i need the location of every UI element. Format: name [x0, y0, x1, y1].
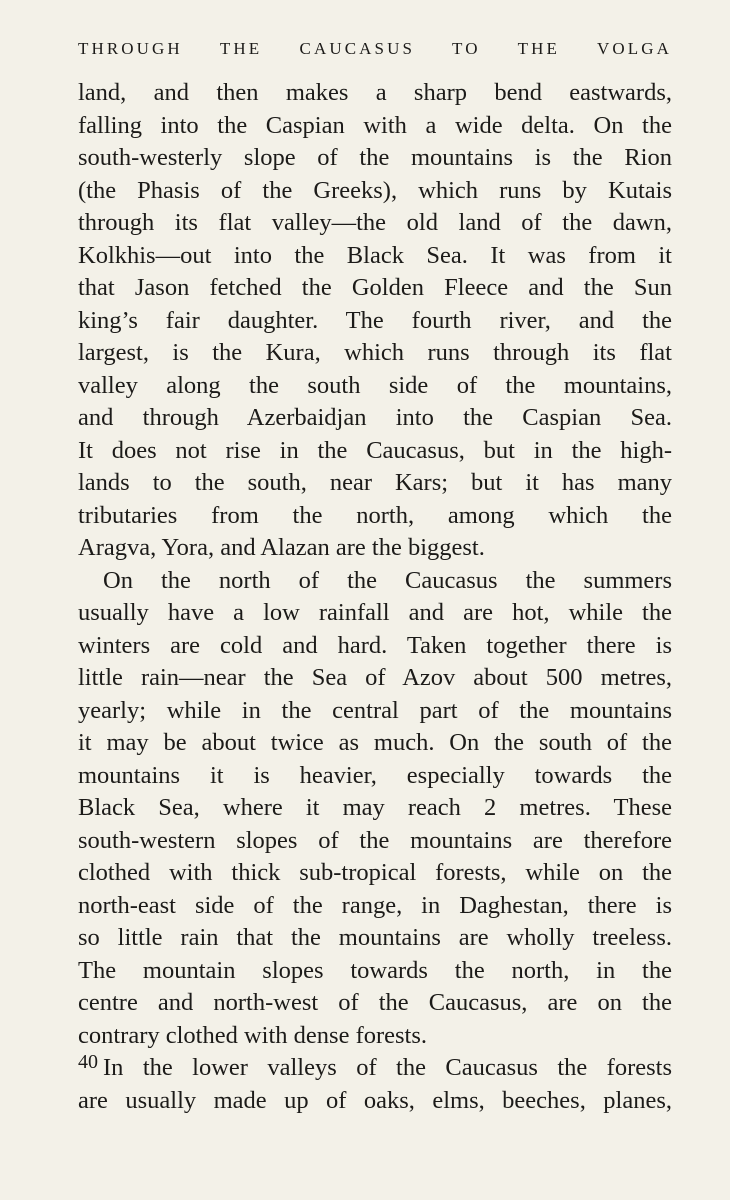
text-line: Black Sea, where it may reach 2 metres. These: [78, 794, 672, 821]
text-line: mountains it is heavier, especially towards the: [78, 761, 672, 789]
text-line: tributaries from the north, among which the: [78, 501, 672, 529]
text-line: south-westerly slope of the mountains is the Rion: [78, 144, 672, 171]
text-line: usually have a low rainfall and are hot, while the: [78, 599, 672, 626]
text-line: In the lower valleys of the Caucasus the forests: [103, 1054, 672, 1081]
text-line: that Jason fetched the Golden Fleece and the Sun: [78, 274, 672, 301]
body-text: [78, 77, 672, 1117]
text-line: On the north of the Caucasus the summers: [103, 566, 672, 594]
text-line: king’s fair daughter. The fourth river, and the: [78, 306, 672, 334]
text-line: falling into the Caspian with a wide delta. On the: [78, 111, 672, 139]
text-line: Kolkhis—out into the Black Sea. It was from it: [78, 241, 672, 269]
text-line: little rain—near the Sea of Azov about 500 metres,: [78, 664, 672, 691]
text-line: (the Phasis of the Greeks), which runs by Kutais: [78, 176, 672, 204]
text-line: yearly; while in the central part of the mountains: [78, 696, 672, 724]
text-line: south-western slopes of the mountains are therefore: [78, 826, 672, 854]
text-line: and through Azerbaidjan into the Caspian Sea.: [78, 404, 672, 431]
text-line: The mountain slopes towards the north, in the: [78, 956, 672, 984]
text-line: valley along the south side of the mountains,: [78, 371, 672, 399]
page-number: 40: [78, 1051, 98, 1073]
text-line: centre and north-west of the Caucasus, are on the: [78, 989, 672, 1016]
text-line: clothed with thick sub-tropical forests, while on the: [78, 859, 672, 886]
text-line: Aragva, Yora, and Alazan are the biggest.: [78, 534, 485, 561]
text-line: it may be about twice as much. On the south of the: [78, 729, 672, 756]
text-line: land, and then makes a sharp bend eastwards,: [78, 79, 672, 106]
text-line: are usually made up of oaks, elms, beeches, planes,: [78, 1086, 672, 1114]
text-line: winters are cold and hard. Taken together there is: [78, 631, 672, 659]
text-line: lands to the south, near Kars; but it has many: [78, 469, 672, 496]
text-line: contrary clothed with dense forests.: [78, 1021, 428, 1049]
text-line: through its flat valley—the old land of the dawn,: [78, 209, 672, 236]
text-line: largest, is the Kura, which runs through its flat: [78, 339, 672, 366]
text-line: north-east side of the range, in Daghestan, there is: [78, 891, 672, 919]
text-line: It does not rise in the Caucasus, but in the high-: [78, 436, 672, 464]
running-head: THROUGH THE CAUCASUS TO THE VOLGA: [78, 39, 672, 58]
text-line: so little rain that the mountains are wholly treeless.: [78, 924, 672, 951]
